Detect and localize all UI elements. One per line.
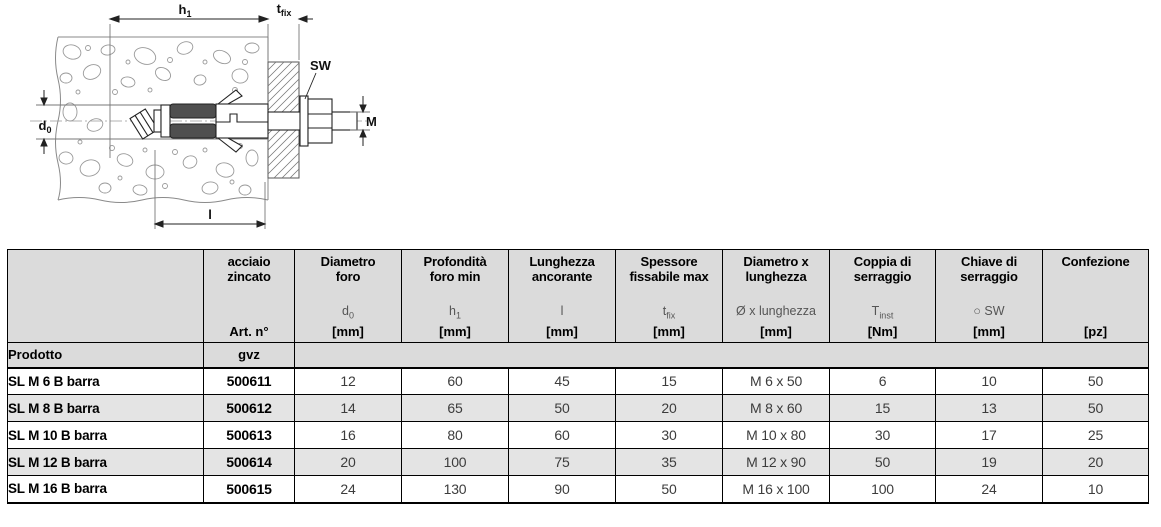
clip-wing-bottom: [218, 138, 242, 152]
value-cell: 10: [1043, 476, 1149, 503]
table-row: [8, 368, 1149, 395]
col-header-profondita-foro: Profondità foro min $h_1$ [mm]: [402, 250, 509, 343]
value-cell: 50: [1043, 395, 1149, 422]
dim-label-h1: $h_1$: [178, 2, 192, 19]
value-cell: 30: [830, 422, 936, 449]
value-cell: 25: [1043, 422, 1149, 449]
gvz-label: gvz: [204, 343, 295, 368]
dim-label-m: M: [366, 114, 377, 129]
value-cell: 60: [509, 422, 616, 449]
value-cell: 100: [830, 476, 936, 503]
header-product-blank: [8, 250, 204, 343]
dim-label-tfix: $t_{fix}$: [276, 1, 292, 18]
product-name: SL M 8 B barra: [8, 395, 204, 422]
value-cell: 90: [509, 476, 616, 503]
col-header-lunghezza-ancorante: Lunghezza ancorante l [mm]: [509, 250, 616, 343]
header-row-main: [8, 250, 1149, 343]
value-cell: 17: [936, 422, 1043, 449]
value-cell: 15: [616, 368, 723, 395]
value-cell: 6: [830, 368, 936, 395]
anchor-installation-drawing: [0, 0, 400, 246]
product-name: SL M 16 B barra: [8, 476, 204, 503]
value-cell: 20: [616, 395, 723, 422]
value-cell: 50: [1043, 368, 1149, 395]
col-header-chiave-serraggio: Chiave di serraggio ○ SW [mm]: [936, 250, 1043, 343]
value-cell: 30: [616, 422, 723, 449]
value-cell: 45: [509, 368, 616, 395]
col-header-acciaio-zincato: acciaio zincato Art. n°: [204, 250, 295, 343]
table-row: [8, 476, 1149, 503]
table-row: [8, 449, 1149, 476]
value-cell: 35: [616, 449, 723, 476]
col-header-diametro-lunghezza: Diametro x lunghezza Ø x lunghezza [mm]: [723, 250, 830, 343]
knurl-upper: [170, 104, 216, 118]
prodotto-label: Prodotto: [8, 343, 204, 368]
hex-nut: [308, 99, 332, 143]
art-number: 500615: [204, 476, 295, 503]
sw-leader-line: [305, 73, 316, 99]
table-row: [8, 395, 1149, 422]
table-row: [8, 422, 1149, 449]
value-cell: 10: [936, 368, 1043, 395]
product-name: SL M 10 B barra: [8, 422, 204, 449]
header-row-product: [8, 343, 1149, 368]
col-header-spessore-fissabile: Spessore fissabile max $t_{fix}$ [mm]: [616, 250, 723, 343]
value-cell: 24: [295, 476, 402, 503]
value-cell: 15: [830, 395, 936, 422]
value-cell: 20: [295, 449, 402, 476]
art-number: 500611: [204, 368, 295, 395]
collar: [161, 105, 170, 137]
value-cell: 50: [509, 395, 616, 422]
washer: [300, 96, 308, 146]
header-spacer: [295, 343, 1149, 368]
sleeve: [216, 104, 268, 138]
art-number: 500614: [204, 449, 295, 476]
end-cap: [154, 110, 161, 132]
art-number: 500612: [204, 395, 295, 422]
art-number: 500613: [204, 422, 295, 449]
col-header-coppia-serraggio: Coppia di serraggio $T_{inst}$ [Nm]: [830, 250, 936, 343]
dim-label-d0: $d_0$: [38, 118, 52, 135]
spec-table: [7, 249, 1149, 504]
value-cell: M 10 x 80: [723, 422, 830, 449]
anchor-bolt: [130, 90, 357, 152]
value-cell: 19: [936, 449, 1043, 476]
clip-wing-top: [218, 90, 242, 104]
value-cell: 14: [295, 395, 402, 422]
value-cell: 60: [402, 368, 509, 395]
product-name: SL M 6 B barra: [8, 368, 204, 395]
value-cell: 65: [402, 395, 509, 422]
knurl-lower: [170, 124, 216, 138]
value-cell: 16: [295, 422, 402, 449]
value-cell: M 12 x 90: [723, 449, 830, 476]
value-cell: 20: [1043, 449, 1149, 476]
value-cell: 50: [616, 476, 723, 503]
value-cell: 80: [402, 422, 509, 449]
value-cell: M 6 x 50: [723, 368, 830, 395]
col-header-confezione: Confezione [pz]: [1043, 250, 1149, 343]
value-cell: 50: [830, 449, 936, 476]
value-cell: 100: [402, 449, 509, 476]
value-cell: 12: [295, 368, 402, 395]
value-cell: 75: [509, 449, 616, 476]
value-cell: M 16 x 100: [723, 476, 830, 503]
value-cell: 13: [936, 395, 1043, 422]
product-name: SL M 12 B barra: [8, 449, 204, 476]
value-cell: M 8 x 60: [723, 395, 830, 422]
dim-label-sw: SW: [310, 58, 331, 73]
dim-label-l: l: [208, 207, 212, 222]
col-header-diametro-foro: Diametro foro $d_0$ [mm]: [295, 250, 402, 343]
value-cell: 130: [402, 476, 509, 503]
value-cell: 24: [936, 476, 1043, 503]
